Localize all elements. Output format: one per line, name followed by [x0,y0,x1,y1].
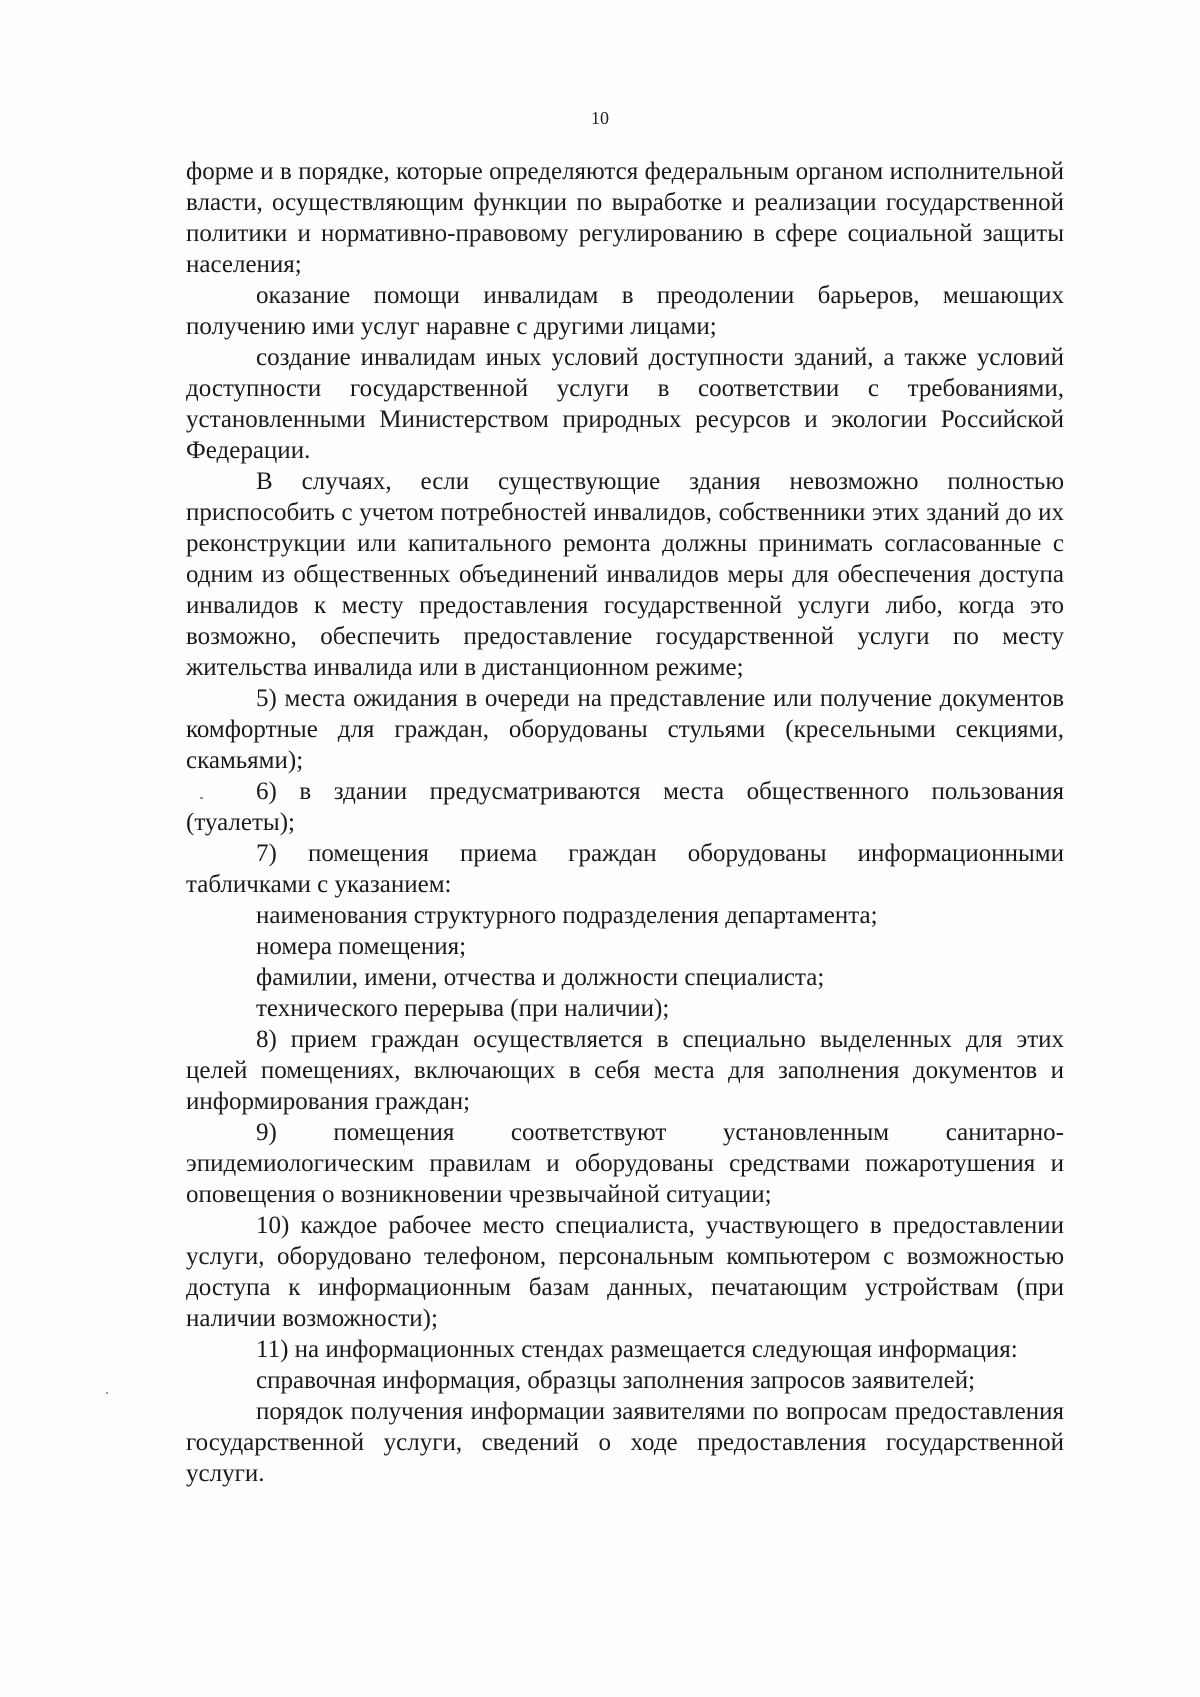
paragraph-item-11: 11) на информационных стендах размещается следующая информация: [256,1336,1018,1363]
paragraph-item-9: 9) помещения соответствуют установленным санитарно-эпидемиологическим правилам и оборудованы средствами пожаротушения и оповещения о возникновении чрезвычайной ситуации; [186,1119,1064,1208]
list-item-room-number: номера помещения; [256,933,467,960]
paragraph-barrier-assistance: оказание помощи инвалидам в преодолении барьеров, мешающих получению ими услуг наравне с другими лицами; [186,282,1064,340]
paragraph-item-7: 7) помещения приема граждан оборудованы информационными табличками с указанием: [186,840,1064,898]
paragraph-item-10: 10) каждое рабочее место специалиста, участвующего в предоставлении услуги, оборудовано телефоном, персональным компьютером с возможностью доступа к информационным базам данных, печатающим устройствам (при наличии возможности); [186,1212,1064,1332]
list-item-specialist-name: фамилии, имени, отчества и должности специалиста; [256,964,825,991]
scan-speck [200,797,203,799]
list-item-department-name: наименования структурного подразделения департамента; [256,902,878,929]
page-number: 10 [591,108,609,128]
document-body [186,156,1064,1489]
paragraph-continuation: форме и в порядке, которые определяются федеральным органом исполнительной власти, осуществляющим функции по выработке и реализации государственной политики и нормативно-правовому регулированию в сфере социальной защиты населения; [186,158,1064,278]
paragraph-item-6: 6) в здании предусматриваются места общественного пользования (туалеты); [186,778,1064,836]
paragraph-accessibility-conditions: создание инвалидам иных условий доступности зданий, а также условий доступности государственной услуги в соответствии с требованиями, установленными Министерством природных ресурсов и экологии Российской Федерации. [186,344,1064,464]
paragraph-item-8: 8) прием граждан осуществляется в специально выделенных для этих целей помещениях, включающих в себя места для заполнения документов и информирования граждан; [186,1026,1064,1115]
scan-speck [106,1392,108,1394]
list-item-info-procedure: порядок получения информации заявителями по вопросам предоставления государственной услуги, сведений о ходе предоставления государственной услуги. [186,1398,1064,1487]
list-item-break: технического перерыва (при наличии); [256,995,670,1022]
list-item-reference-info: справочная информация, образцы заполнения запросов заявителей; [256,1367,976,1394]
paragraph-item-5: 5) места ожидания в очереди на представление или получение документов комфортные для граждан, оборудованы стульями (кресельными секциями, скамьями); [186,685,1064,774]
paragraph-existing-buildings: В случаях, если существующие здания невозможно полностью приспособить с учетом потребностей инвалидов, собственники этих зданий до их реконструкции или капитального ремонта должны принимать согласованные с одним из общественных объединений инвалидов меры для обеспечения доступа инвалидов к месту предоставления государственной услуги либо, когда это возможно, обеспечить предоставление государственной услуги по месту жительства инвалида или в дистанционном режиме; [186,468,1064,681]
